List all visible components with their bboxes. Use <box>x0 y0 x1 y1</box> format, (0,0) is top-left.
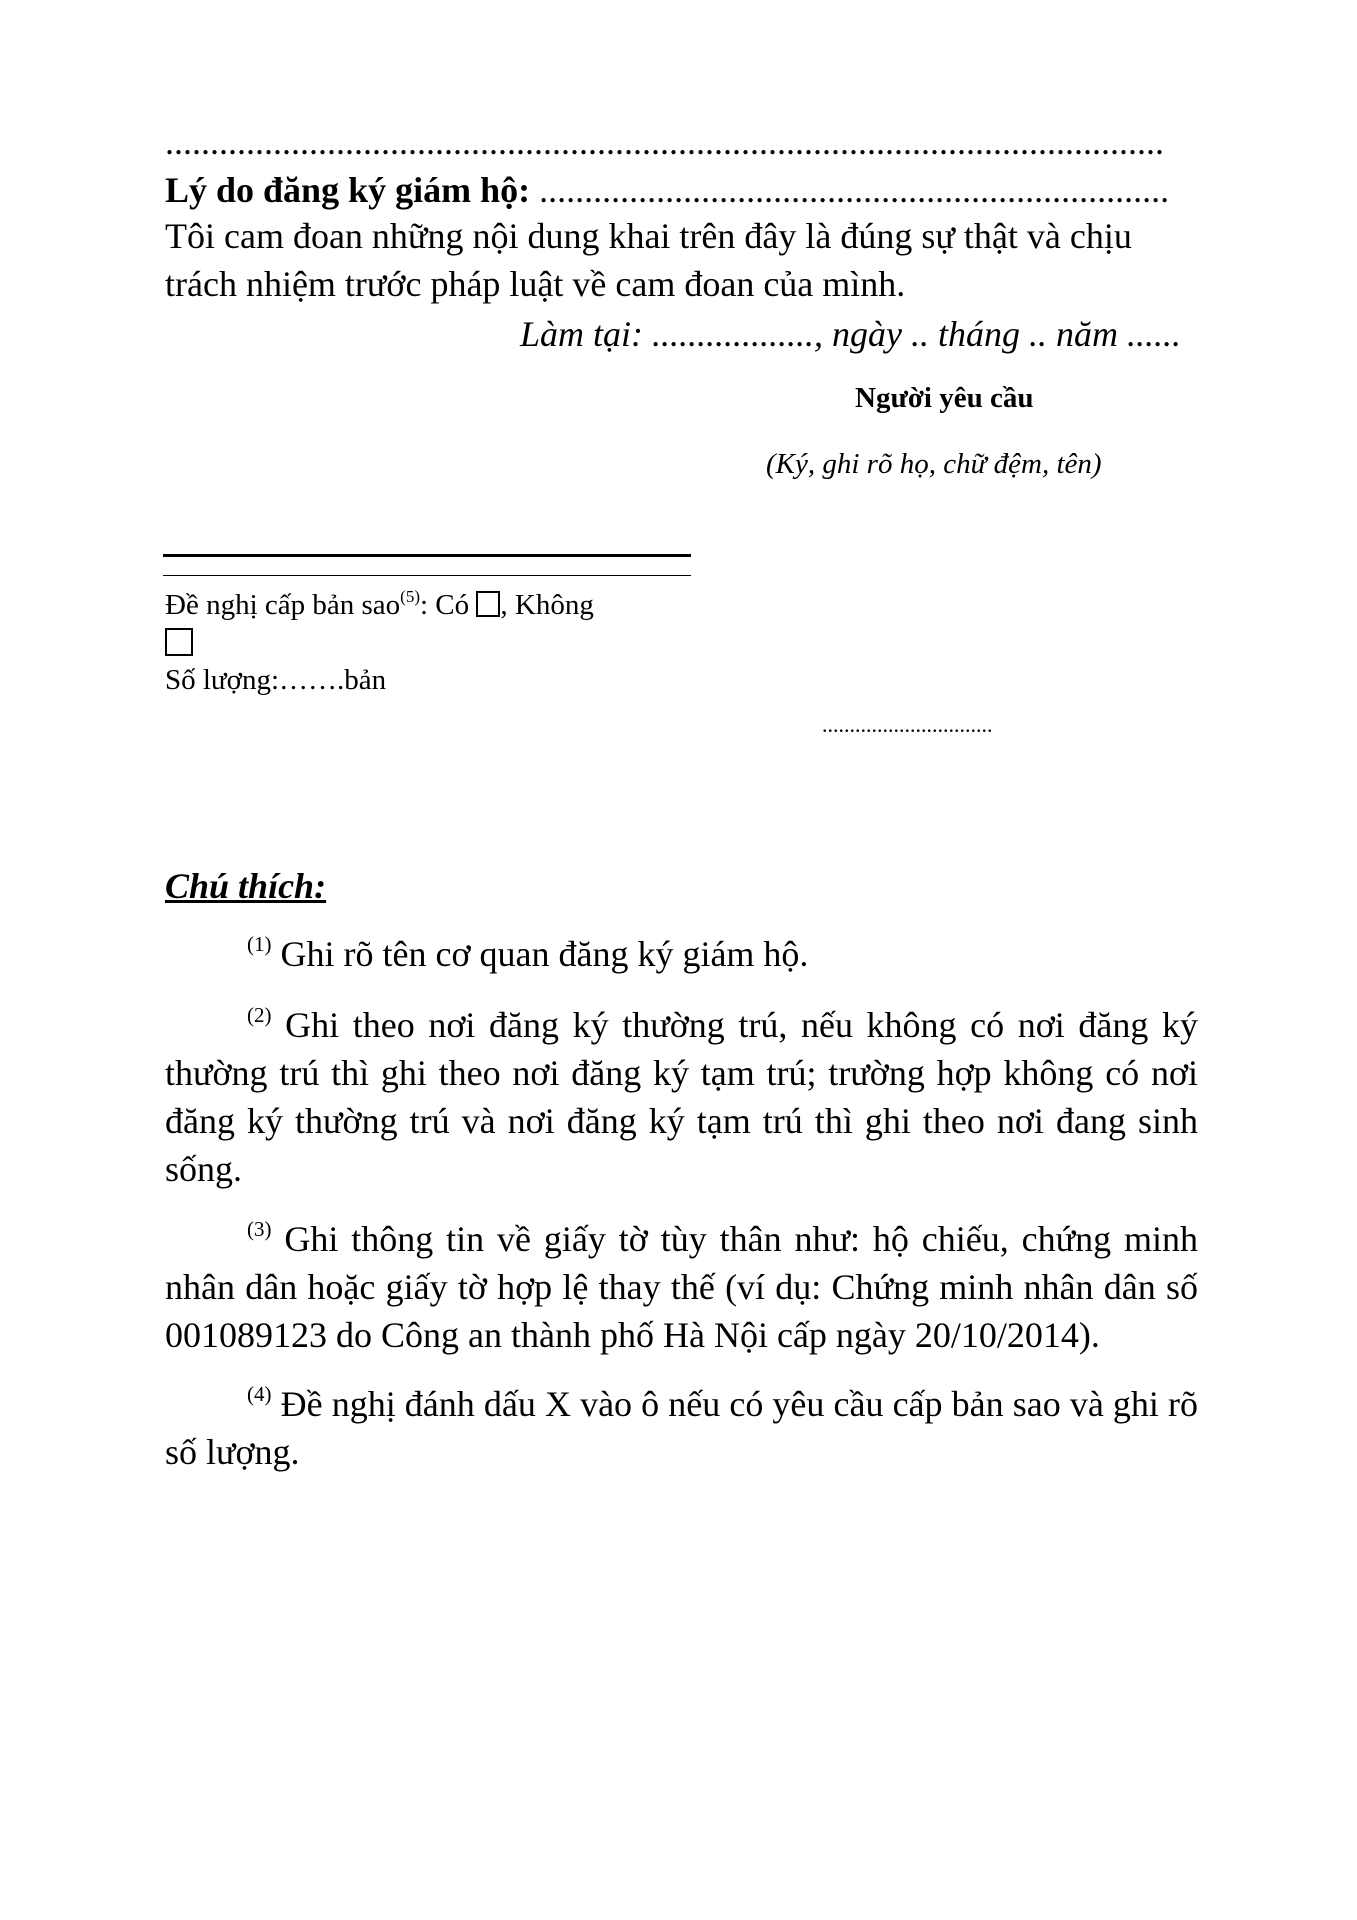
reason-dots: ...................................................................... <box>539 170 1170 210</box>
separator-rule-thick <box>163 554 691 557</box>
note-4-text: Đề nghị đánh dấu X vào ô nếu có yêu cầu cấp bản sao và ghi rõ số lượng. <box>165 1384 1198 1472</box>
signer-instruction: (Ký, ghi rõ họ, chữ đệm, tên) <box>766 448 1102 480</box>
note-4-ref: (4) <box>247 1382 272 1406</box>
separator-rule-thin <box>163 575 691 576</box>
copy-no-checkbox[interactable] <box>165 628 193 656</box>
copy-request-line <box>165 585 594 625</box>
copy-yes-checkbox[interactable] <box>476 591 500 617</box>
commitment-text: Tôi cam đoan những nội dung khai trên đây là đúng sự thật và chịu trách nhiệm trước pháp luật về cam đoan của mình. <box>165 216 1132 304</box>
copy-no-label: , Không <box>500 589 594 621</box>
note-2 <box>165 1001 1198 1193</box>
note-4 <box>165 1380 1198 1476</box>
signature-dots: ............................... <box>822 712 993 737</box>
note-1-ref: (1) <box>247 932 272 956</box>
reason-label: Lý do đăng ký giám hộ: <box>165 170 531 210</box>
place-date-line: Làm tại: .................., ngày .. tháng .. năm ...... <box>520 314 1181 354</box>
footnote-ref-5: (5) <box>400 587 420 606</box>
reason-line <box>165 166 1169 214</box>
copy-yes-label: : Có <box>419 589 470 621</box>
top-dotted-line: ............................................................................................................... <box>165 122 1164 162</box>
note-3 <box>165 1215 1198 1359</box>
copy-quantity: Số lượng:…….bản <box>165 664 387 696</box>
notes-heading: Chú thích: <box>165 866 327 906</box>
note-2-text: Ghi theo nơi đăng ký thường trú, nếu không có nơi đăng ký thường trú thì ghi theo nơi đăng ký tạm trú; trường hợp không có nơi đăng ký thường trú và nơi đăng ký tạm trú thì ghi theo nơi đang sinh sống. <box>165 1005 1199 1189</box>
copy-request-label: Đề nghị cấp bản sao <box>165 589 401 621</box>
signer-title: Người yêu cầu <box>855 382 1034 414</box>
note-1-text: Ghi rõ tên cơ quan đăng ký giám hộ. <box>280 934 809 974</box>
note-2-ref: (2) <box>247 1003 272 1027</box>
note-3-ref: (3) <box>247 1217 272 1241</box>
note-1 <box>165 930 1198 978</box>
note-3-text: Ghi thông tin về giấy tờ tùy thân như: hộ chiếu, chứng minh nhân dân hoặc giấy tờ hợp lệ thay thế (ví dụ: Chứng minh nhân dân số 001089123 do Công an thành phố Hà Nội cấp ngày 20/10/2014). <box>165 1219 1199 1355</box>
